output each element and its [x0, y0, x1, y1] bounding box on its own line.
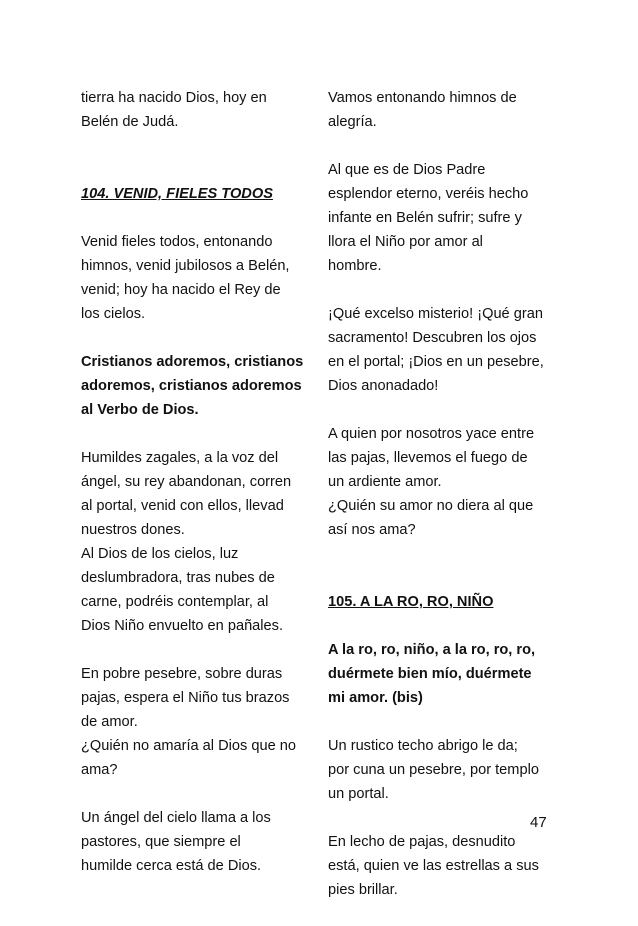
text-line: esplendor eterno, veréis hecho	[328, 186, 529, 202]
text-line: pastores, que siempre el	[81, 834, 241, 850]
paragraph	[81, 230, 307, 326]
paragraph	[328, 86, 554, 134]
heading-text: 105. A LA RO, RO, NIÑO	[328, 594, 494, 610]
paragraph	[81, 662, 307, 734]
left-column	[81, 86, 307, 902]
text-line: adoremos, cristianos adoremos	[81, 378, 302, 394]
text-line: duérmete bien mío, duérmete	[328, 666, 532, 682]
text-line: Un rustico techo abrigo le da;	[328, 738, 518, 754]
text-line: tierra ha nacido Dios, hoy en	[81, 90, 267, 106]
text-line: infante en Belén sufrir; sufre y	[328, 210, 522, 226]
text-line: en el portal; ¡Dios en un pesebre,	[328, 354, 544, 370]
text-line: Un ángel del cielo llama a los	[81, 810, 271, 826]
text-line: está, quien ve las estrellas a sus	[328, 858, 539, 874]
text-line: alegría.	[328, 114, 377, 130]
paragraph	[328, 158, 554, 278]
text-line: un ardiente amor.	[328, 474, 442, 490]
text-line: Al Dios de los cielos, luz	[81, 546, 239, 562]
text-line: los cielos.	[81, 306, 146, 322]
text-line: Al que es de Dios Padre	[328, 162, 486, 178]
paragraph	[328, 494, 554, 542]
chorus-paragraph	[81, 350, 307, 422]
text-line: ángel, su rey abandonan, corren	[81, 474, 292, 490]
paragraph	[81, 542, 307, 638]
text-line: A quien por nosotros yace entre	[328, 426, 535, 442]
right-column	[328, 86, 554, 926]
text-line: Venid fieles todos, entonando	[81, 234, 273, 250]
text-line: al Verbo de Dios.	[81, 402, 199, 418]
chorus-paragraph	[328, 638, 554, 710]
text-line: En lecho de pajas, desnudito	[328, 834, 516, 850]
text-line: las pajas, llevemos el fuego de	[328, 450, 528, 466]
paragraph	[81, 734, 307, 782]
text-line: ¿Quién no amaría al Dios que no	[81, 738, 296, 754]
text-line: ¡Qué excelso misterio! ¡Qué gran	[328, 306, 543, 322]
paragraph	[328, 830, 554, 902]
text-line: llora el Niño por amor al	[328, 234, 483, 250]
text-line: un portal.	[328, 786, 389, 802]
text-line: nuestros dones.	[81, 522, 185, 538]
text-line: A la ro, ro, niño, a la ro, ro, ro,	[328, 642, 536, 658]
text-line: himnos, venid jubilosos a Belén,	[81, 258, 290, 274]
paragraph	[81, 86, 307, 134]
text-line: al portal, venid con ellos, llevad	[81, 498, 284, 514]
text-line: En pobre pesebre, sobre duras	[81, 666, 283, 682]
text-line: pajas, espera el Niño tus brazos	[81, 690, 290, 706]
text-line: Cristianos adoremos, cristianos	[81, 354, 304, 370]
text-line: Belén de Judá.	[81, 114, 179, 130]
text-line: por cuna un pesebre, por templo	[328, 762, 539, 778]
text-line: Dios Niño envuelto en pañales.	[81, 618, 284, 634]
text-line: ama?	[81, 762, 118, 778]
text-line: de amor.	[81, 714, 138, 730]
text-line: mi amor. (bis)	[328, 690, 423, 706]
text-line: así nos ama?	[328, 522, 416, 538]
text-line: Dios anonadado!	[328, 378, 439, 394]
text-line: pies brillar.	[328, 882, 398, 898]
text-line: venid; hoy ha nacido el Rey de	[81, 282, 281, 298]
song-heading-105	[328, 590, 554, 614]
text-line: humilde cerca está de Dios.	[81, 858, 262, 874]
text-line: ¿Quién su amor no diera al que	[328, 498, 534, 514]
paragraph	[328, 734, 554, 806]
text-line: carne, podréis contemplar, al	[81, 594, 269, 610]
paragraph	[81, 446, 307, 542]
paragraph	[328, 422, 554, 494]
text-line: Vamos entonando himnos de	[328, 90, 517, 106]
paragraph	[328, 302, 554, 398]
text-line: sacramento! Descubren los ojos	[328, 330, 537, 346]
text-line: hombre.	[328, 258, 382, 274]
heading-text: 104. VENID, FIELES TODOS	[81, 186, 273, 202]
song-heading-104	[81, 182, 307, 206]
paragraph	[81, 806, 307, 878]
page-number: 47	[530, 814, 547, 831]
text-line: Humildes zagales, a la voz del	[81, 450, 279, 466]
text-line: deslumbradora, tras nubes de	[81, 570, 275, 586]
